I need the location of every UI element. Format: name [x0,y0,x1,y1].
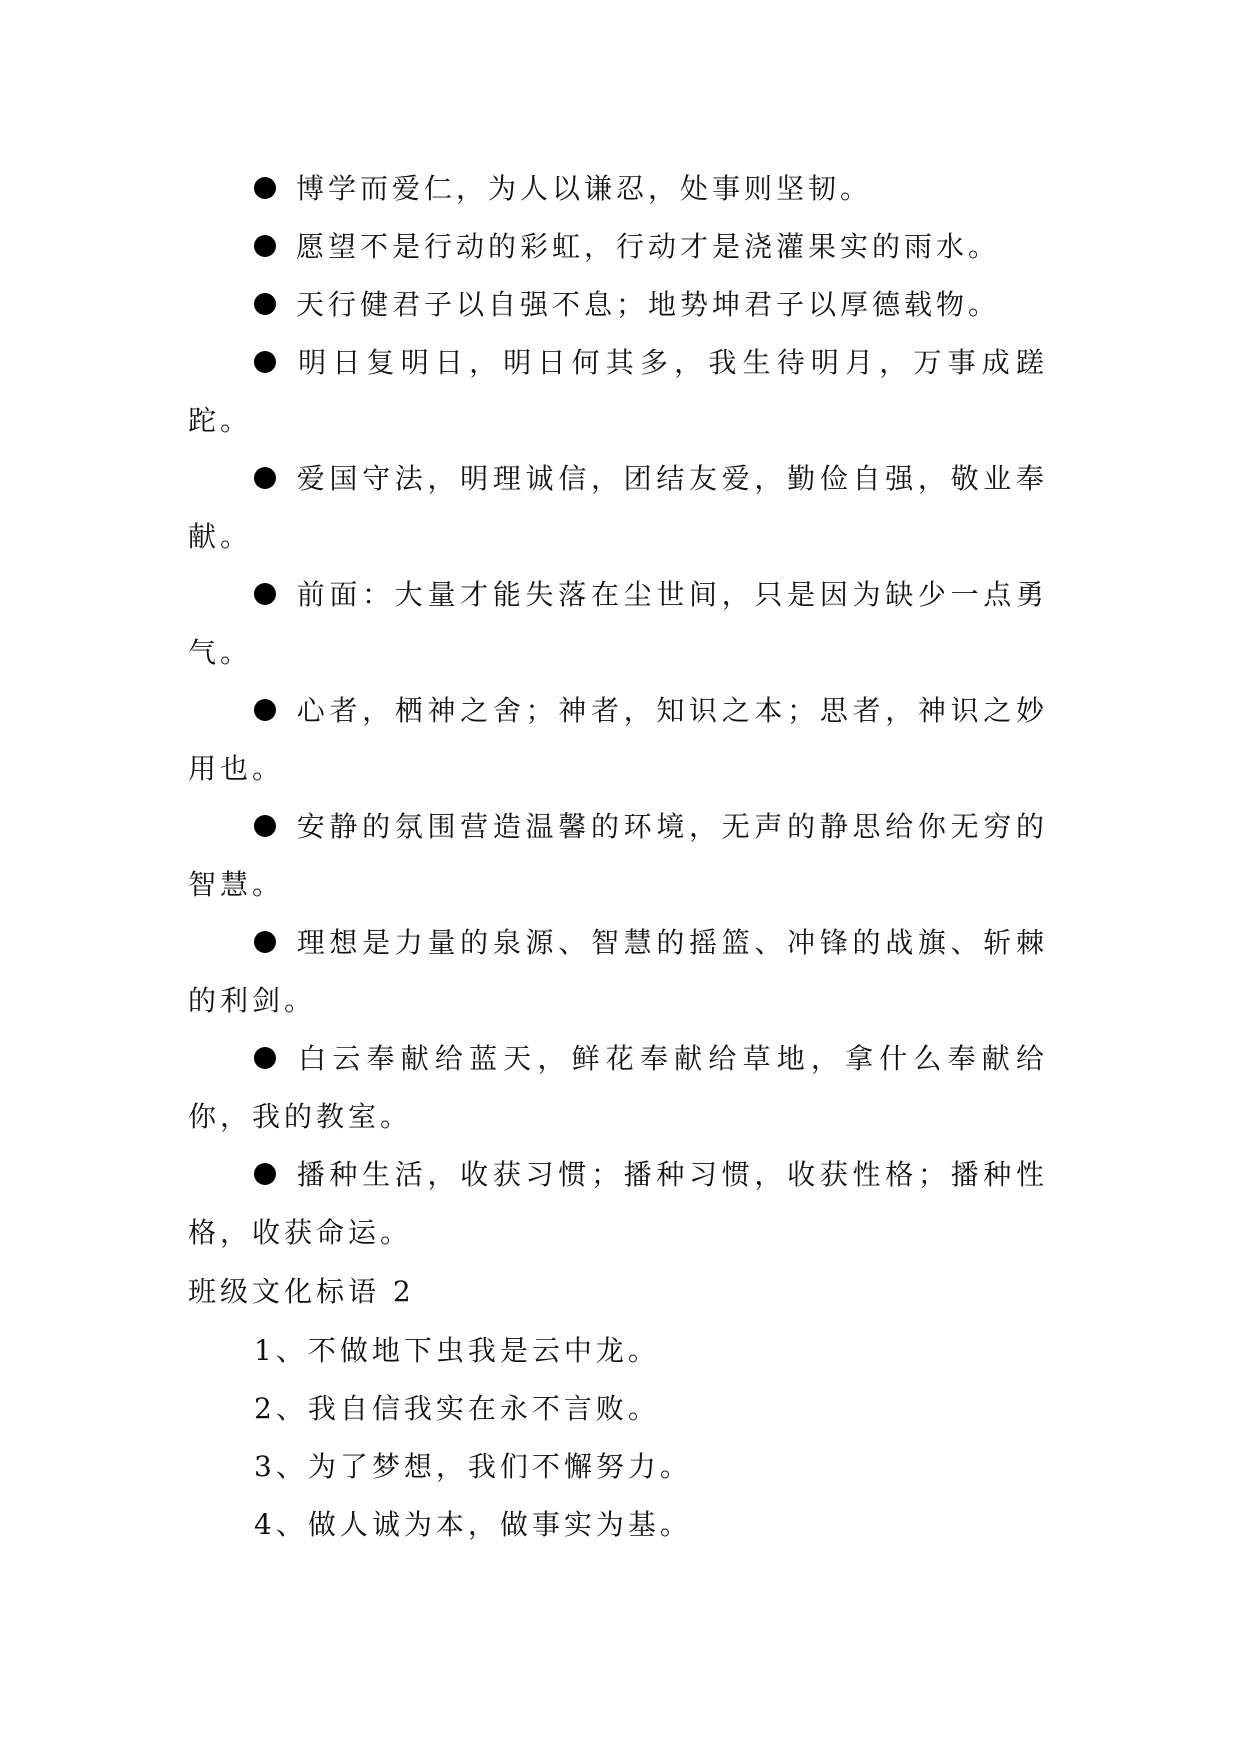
bullet-text: 安静的氛围营造温馨的环境，无声的静思给你无穷的智慧。 [188,810,1048,901]
numbered-item: 2、我自信我实在永不言败。 [254,1392,660,1425]
bullet-dot-icon [254,293,276,315]
bullet-text: 白云奉献给蓝天，鲜花奉献给草地，拿什么奉献给你，我的教室。 [188,1042,1048,1133]
bullet-item [188,682,1048,798]
bullet-dot-icon [254,815,276,837]
bullet-text: 博学而爱仁，为人以谦忍，处事则坚韧。 [296,172,873,205]
bullet-dot-icon [254,235,276,257]
bullet-item [188,160,1048,218]
bullet-item [188,798,1048,914]
bullet-text: 前面：大量才能失落在尘世间，只是因为缺少一点勇气。 [188,578,1048,669]
bullet-text: 播种生活，收获习惯；播种习惯，收获性格；播种性格，收获命运。 [188,1158,1048,1249]
bullet-dot-icon [254,1047,276,1069]
bullet-dot-icon [254,1163,276,1185]
bullet-text: 心者，栖神之舍；神者，知识之本；思者，神识之妙用也。 [188,694,1048,785]
bullet-item [188,1146,1048,1262]
bullet-text: 愿望不是行动的彩虹，行动才是浇灌果实的雨水。 [296,230,1001,263]
bullet-dot-icon [254,583,276,605]
section-heading: 班级文化标语 2 [188,1275,415,1308]
bullet-text: 理想是力量的泉源、智慧的摇篮、冲锋的战旗、斩棘的利剑。 [188,926,1048,1017]
bullet-item [188,334,1048,450]
bullet-dot-icon [254,699,276,721]
bullet-dot-icon [254,931,276,953]
bullet-text: 天行健君子以自强不息；地势坤君子以厚德载物。 [296,288,1001,321]
bullet-item [188,218,1048,276]
bullet-item [188,1030,1048,1146]
bullet-text: 爱国守法，明理诚信，团结友爱，勤俭自强，敬业奉献。 [188,462,1048,553]
bullet-item [188,914,1048,1030]
numbered-item: 3、为了梦想，我们不懈努力。 [254,1450,692,1483]
bullet-dot-icon [254,351,276,373]
bullet-dot-icon [254,177,276,199]
bullet-item [188,276,1048,334]
bullet-item [188,566,1048,682]
bullet-item [188,450,1048,566]
document-body [188,160,1048,1554]
numbered-item: 4、做人诚为本，做事实为基。 [254,1508,692,1541]
bullet-text: 明日复明日，明日何其多，我生待明月，万事成蹉跎。 [188,346,1048,437]
bullet-dot-icon [254,467,276,489]
numbered-item: 1、不做地下虫我是云中龙。 [254,1334,660,1367]
